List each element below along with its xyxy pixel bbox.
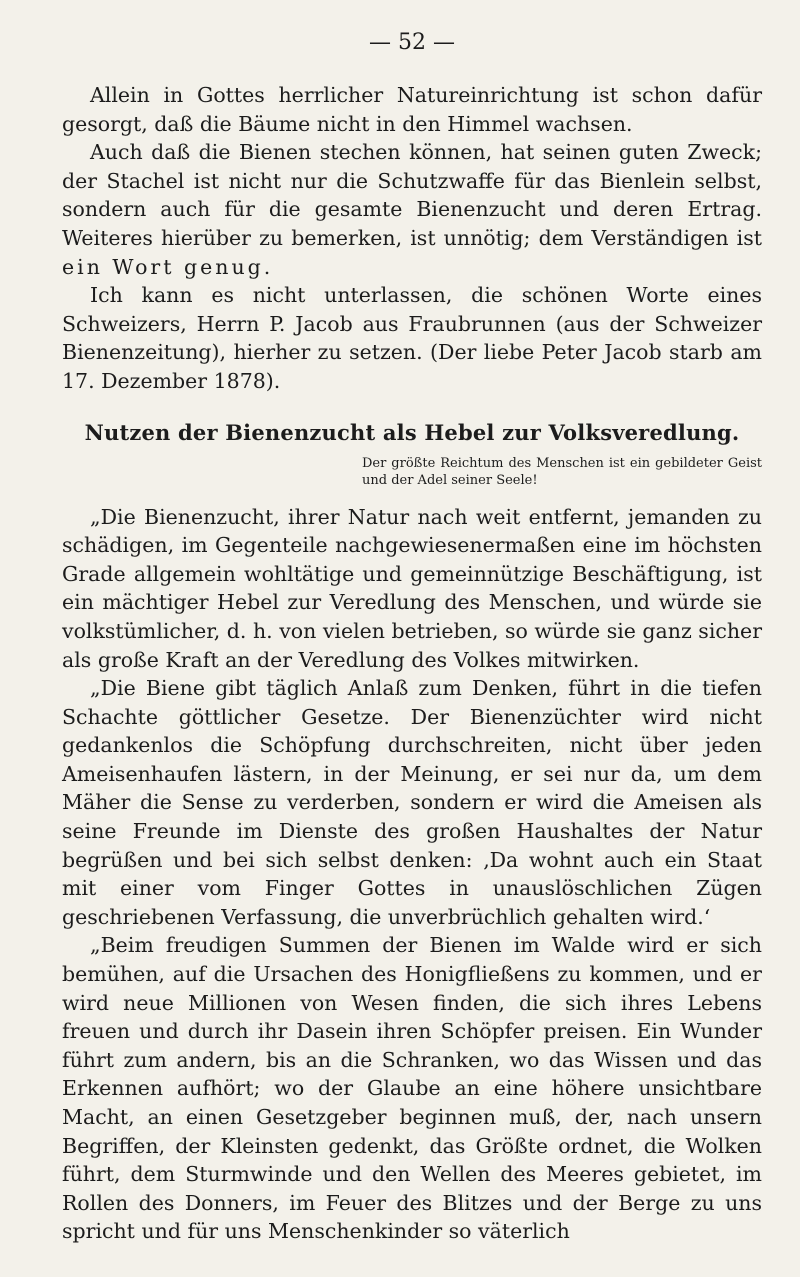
quote-paragraph: „Die Biene gibt täglich Anlaß zum Denken, führt in die tiefen Schachte göttlicher Gesetze. Der Bienenzüchter wird nicht gedankenlos die Schöpfung durchschreiten, nicht über jeden Ameisenhaufen lästern, in der Meinung, er sei nur da, um dem Mäher die Sense zu verderben, sondern er wird die Ameisen als seine Freunde im Dienste des großen Haushaltes der Natur begrüßen und bei sich selbst denken: ‚Da wohnt auch ein Staat mit einer vom Finger Gottes in unauslöschlichen Zügen geschriebenen Verfassung, die unverbrüchlich gehalten wird.‘ [62, 676, 762, 929]
section-heading: Nutzen der Bienenzucht als Hebel zur Volksveredlung. [84, 419, 740, 445]
page-number: — 52 — [369, 30, 455, 55]
paragraph-text: Auch daß die Bienen stechen können, hat seinen guten Zweck; der Stachel ist nicht nur die Schutzwaffe für das Bienlein selbst, sondern auch für die gesamte Bienenzucht und deren Ertrag. Weiteres hierüber zu bemerken, ist unnötig; dem Verständigen ist [62, 140, 762, 250]
paragraph [62, 138, 762, 281]
paragraph: Allein in Gottes herrlicher Natureinrichtung ist schon dafür gesorgt, daß die Bäume nicht in den Himmel wachsen. [62, 83, 762, 136]
emphasized-phrase: ein Wort genug. [62, 254, 274, 279]
quote-paragraph: „Die Bienenzucht, ihrer Natur nach weit entfernt, jemanden zu schädigen, im Gegenteile nachgewiesenermaßen eine im höchsten Grade allgemein wohltätige und gemeinnützige Beschäftigung, ist ein mächtiger Hebel zur Veredlung des Menschen, und würde sie volkstümlicher, d. h. von vielen betrieben, so würde sie ganz sicher als große Kraft an der Veredlung des Volkes mitwirken. [62, 504, 762, 672]
page [62, 30, 762, 1246]
quote-introduction: Ich kann es nicht unterlassen, die schönen Worte eines Schweizers, Herrn P. Jacob aus Fraubrunnen (aus der Schweizer Bienenzeitung), hierher zu setzen. (Der liebe Peter Jacob starb am 17. Dezember 1878). [62, 283, 762, 393]
quote-paragraph: „Beim freudigen Summen der Bienen im Walde wird er sich bemühen, auf die Ursachen des Honigfließens zu kommen, und er wird neue Millionen von Wesen finden, die sich ihres Lebens freuen und durch ihr Dasein ihren Schöpfer preisen. Ein Wunder führt zum andern, bis an die Schranken, wo das Wissen und das Erkennen aufhört; wo der Glaube an eine höhere unsichtbare Macht, an einen Gesetzgeber beginnen muß, der, nach unsern Begriffen, der Kleinsten gedenkt, das Größte ordnet, die Wolken führt, dem Sturmwinde und den Wellen des Meeres gebietet, im Rollen des Donners, im Feuer des Blitzes und der Berge zu uns spricht und für uns Menschenkinder so väterlich [62, 933, 762, 1244]
motto: Der größte Reichtum des Menschen ist ein gebildeter Geist und der Adel seiner Seele! [362, 455, 762, 488]
